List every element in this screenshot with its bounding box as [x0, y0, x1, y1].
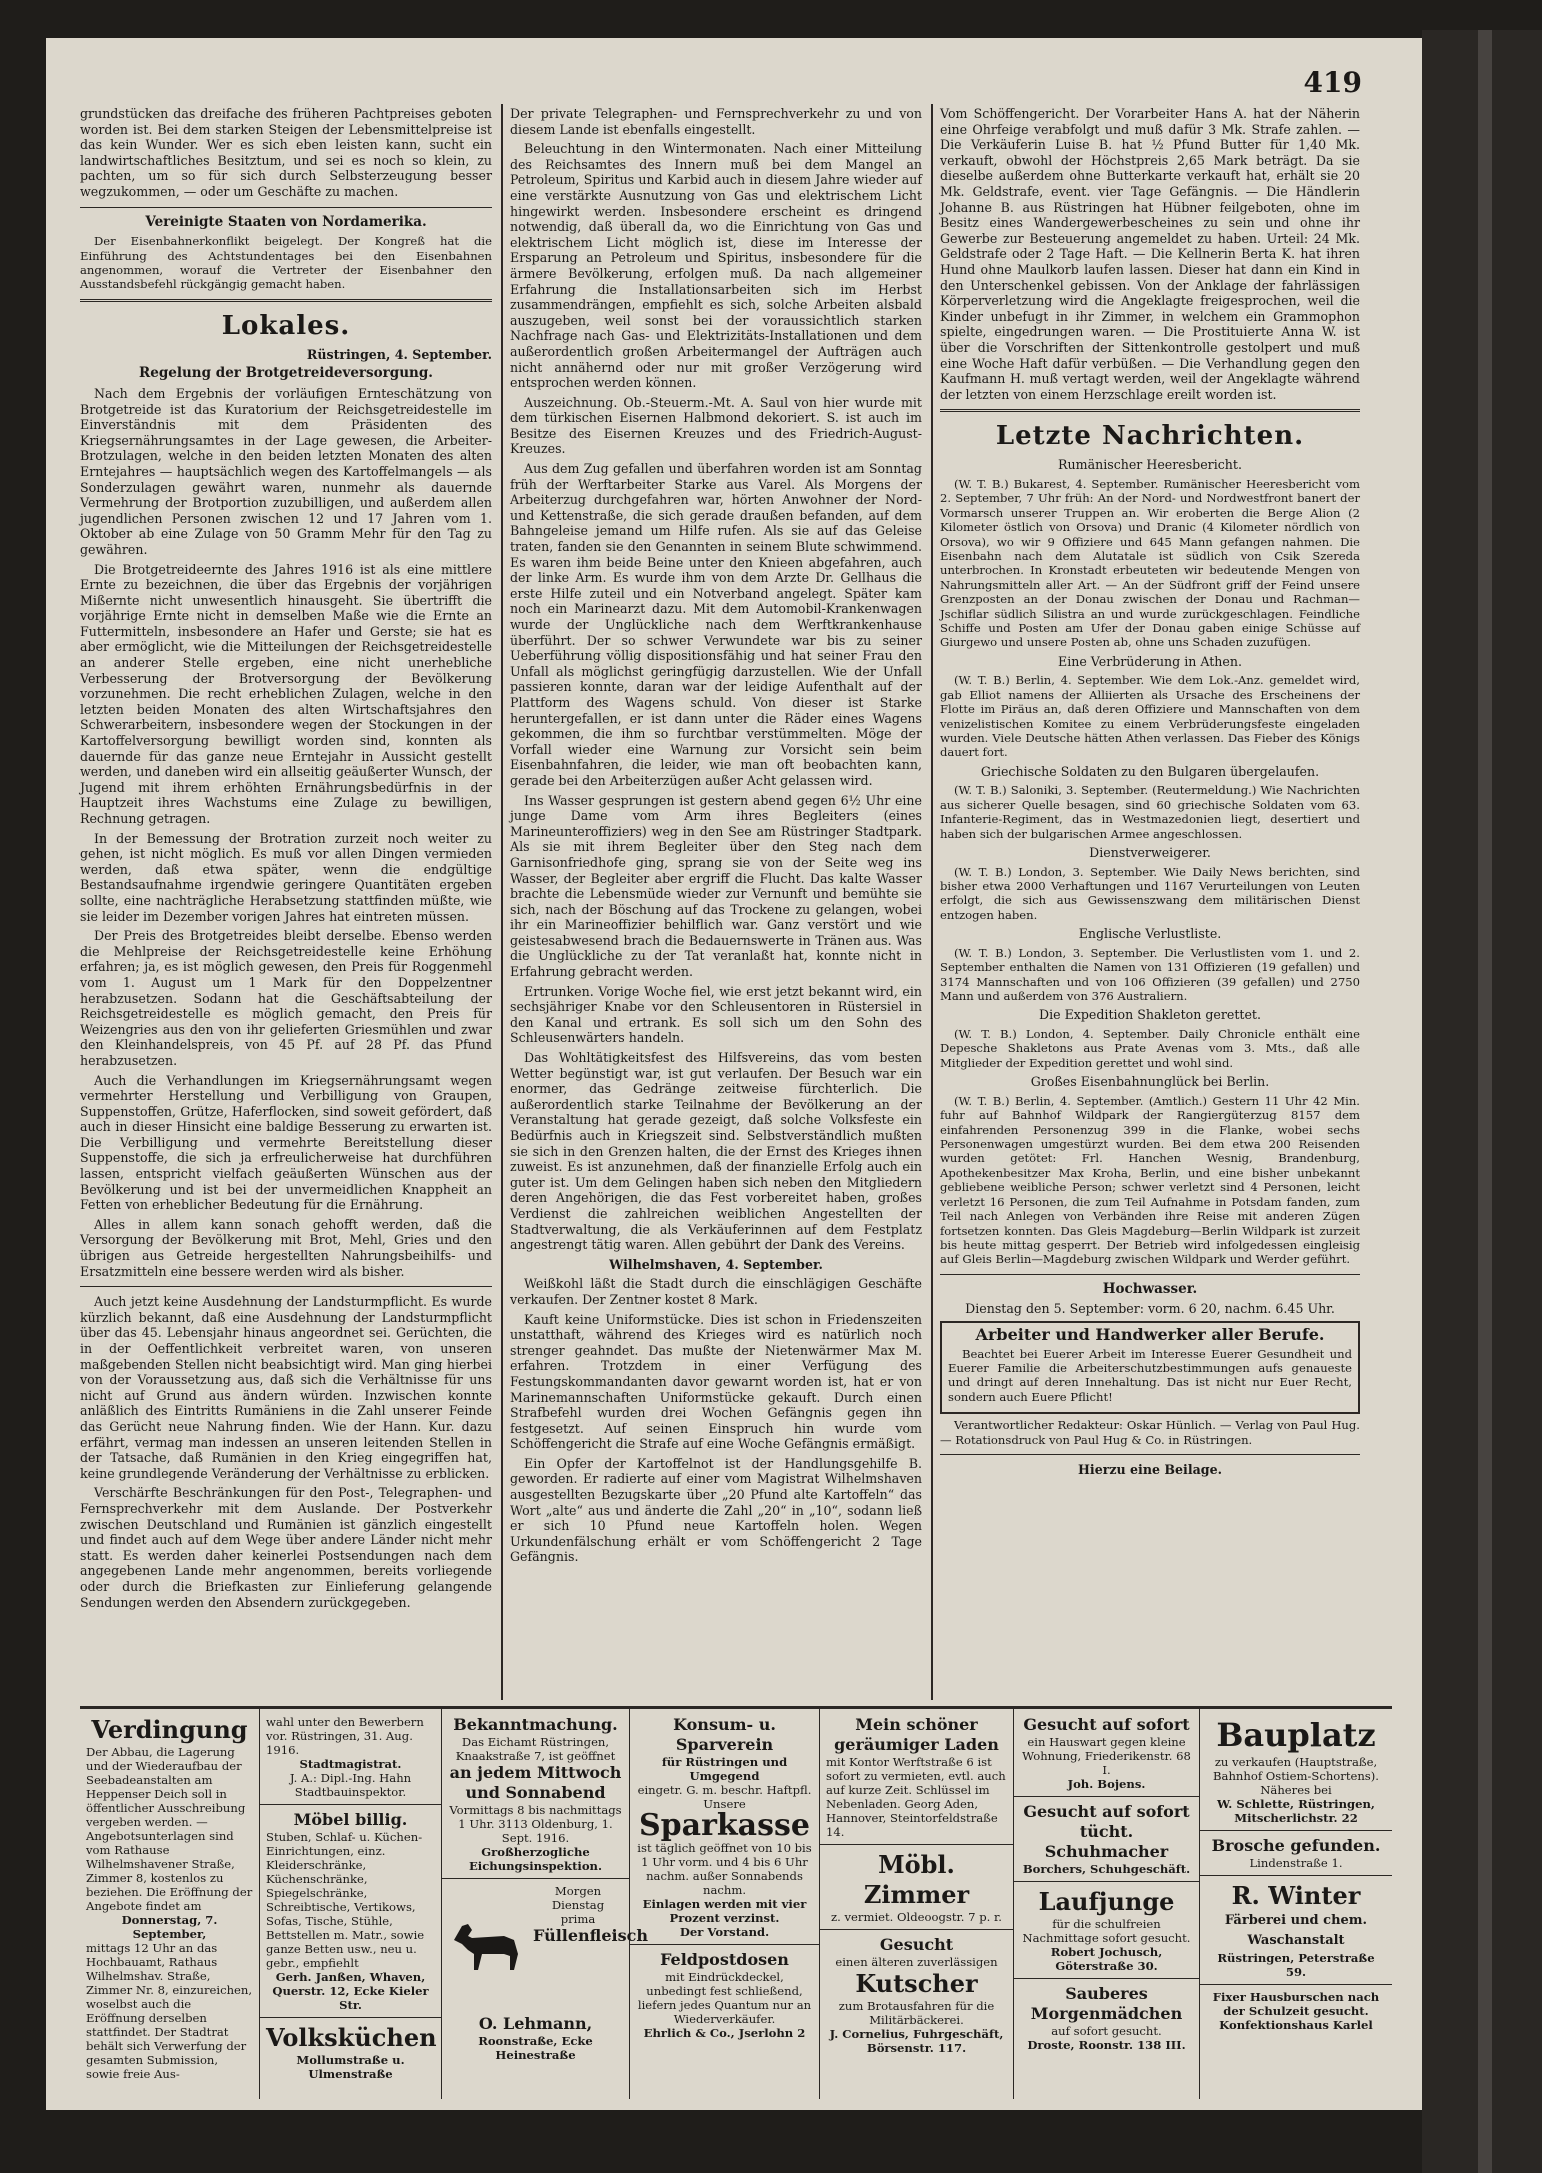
ad-text: Roonstraße, Ecke Heinestraße — [478, 2034, 593, 2062]
ad-title: Verdingung — [91, 1715, 248, 1744]
ad-signature: Stadtmagistrat. — [299, 1757, 402, 1771]
tide-times: Dienstag den 5. September: vorm. 6 20, nachm. 6.45 Uhr. — [965, 1301, 1335, 1317]
newspaper-page — [46, 38, 1422, 2110]
ad-signature: Konfektionshaus Karlel — [1219, 2018, 1373, 2032]
ad-text: prima — [560, 1912, 596, 1926]
page-edge-shadow — [1478, 30, 1492, 2173]
column-rule — [931, 104, 933, 1700]
ad-title: Möbel billig. — [293, 1810, 408, 1829]
ad-signature: O. Lehmann, — [478, 2014, 593, 2033]
news-text: (W. T. B.) Saloniki, 3. September. (Reutermeldung.) Wie Nachrichten aus sicherer Quelle besagen, sind 60 griechische Soldaten vom 63. Infanterie-Regiment, das in Westmazedonien liegt, desertiert und haben sich der bulgarischen Armee angeschlossen. — [940, 783, 1360, 841]
notice-heading: Arbeiter und Handwerker aller Berufe. — [975, 1324, 1325, 1344]
ad-title: Sparkasse — [639, 1808, 810, 1843]
ad-signature: Robert Jochusch, Göterstraße 30. — [1050, 1945, 1163, 1973]
ad-signature: J. A.: Dipl.-Ing. Hahn Stadtbauinspektor. — [289, 1771, 412, 1799]
article-text: Verschärfte Beschränkungen für den Post-, Telegraphen- und Fernsprechverkehr mit dem Auslande. Der Postverkehr zwischen Deutschland und Rumänien ist gänzlich eingestellt und findet auch auf dem Wege über andere Länder nicht mehr statt. Es werden daher keinerlei Postsendungen nach dem angegebenen Lande mehr angenommen, bereits vorliegende oder durch die Briefkasten zur Einlieferung gelangende Sendungen werden den Absendern zurückgegeben. — [80, 1485, 492, 1610]
article-text: Der Eisenbahnerkonflikt beigelegt. Der Kongreß hat die Einführung des Achtstundentages bei den Eisenbahnen angenommen, worauf die Vertreter der Eisenbahner den Ausstandsbefehl rückgängig gemacht haben. — [80, 234, 492, 292]
ad-gesuche — [1014, 1709, 1200, 2099]
article-text: Ein Opfer der Kartoffelnot ist der Handlungsgehilfe B. geworden. Er radierte auf einer vom Magistrat Wilhelmshaven ausgestellten Bezugskarte über „20 Pfund alte Kartoffeln“ das Wort „alte“ aus und änderte die Zahl „20“ in „10“, sodann ließ er sich 10 Pfund neue Kartoffeln holen. Wegen Urkundenfälschung erhält er vom Schöffengericht 2 Tage Gefängnis. — [510, 1455, 922, 1565]
ad-title: Bauplatz — [1216, 1716, 1376, 1754]
ad-laden — [820, 1709, 1014, 2099]
article-text: Kauft keine Uniformstücke. Dies ist schon in Friedenszeiten unstatthaft, während des Krieges wird es natürlich noch strenger geahndet. Das mußte der Nietenwärmer Max M. erfahren. Trotzdem in einer Verfügung des Festungskommandanten davor gewarnt worden ist, hat er von Marinemannschaften Uniformstücke gekauft. Durch einen Strafbefehl wurden drei Wochen Gefängnis gegen ihn festgesetzt. Auf seinen Einspruch hin wurde vom Schöffengericht die Strafe auf eine Woche Gefängnis ermäßigt. — [510, 1311, 922, 1452]
ad-text-bold: Einlagen werden mit vier Prozent verzinst. — [642, 1897, 807, 1925]
news-heading: Eine Verbrüderung in Athen. — [1058, 653, 1242, 669]
ad-verdingung — [80, 1709, 260, 2099]
news-text: (W. T. B.) Bukarest, 4. September. Rumänischer Heeresbericht vom 2. September, 7 Uhr früh: An der Nord- und Nordwestfront banert der Vormarsch unserer Truppen an. Wir eroberten die Berge Alion (2 Kilometer östlich von Orsova) und Dranic (4 Kilometer nördlich von Orsova), wo wir 9 Offiziere und 645 Mann gefangen nahmen. Die Eisenbahn nach dem Alutatale ist südlich von Csik Szereda unterbrochen. In Kronstadt erbeuteten wir bedeutende Mengen von Nahrungsmitteln aller Art. — An der Südfront griff der Feind unsere Grenzposten an der Donau zwischen der Donau und Rachman—Jschiflar südlich Silistra an und wurde zurückgeschlagen. Feindliche Schiffe und Posten am Ufer der Donau gaben einige Schüsse auf Giurgewo und unsere Posten ab, ohne uns Schaden zuzufügen. — [940, 476, 1360, 650]
ad-title: Möbl. Zimmer — [863, 1850, 970, 1909]
dateline: Wilhelmshaven, 4. September. — [609, 1256, 823, 1272]
ad-title: Gesucht auf sofort — [1023, 1715, 1190, 1734]
ad-text: zu verkaufen (Hauptstraße, Bahnhof Ostiem-Schortens). Näheres bei — [1213, 1755, 1379, 1797]
section-title: Lokales. — [221, 310, 351, 341]
ad-text: mittags 12 Uhr an das Hochbauamt, Rathaus Wilhelmshav. Straße, Zimmer Nr. 8, einzureichen, woselbst auch die Eröffnung derselben stattfindet. Der Stadtrat behält sich Verwerfung der gesamten Submission, sowie freie Aus- — [86, 1941, 253, 2081]
news-text: (W. T. B.) London, 3. September. Wie Daily News berichten, sind bisher etwa 2000 Verhaftungen und 1167 Verurteilungen von Leuten erfolgt, die sich aus Gewissenszwang dem militärischen Dienst entzogen haben. — [940, 864, 1360, 922]
article-text: grundstücken das dreifache des früheren Pachtpreises geboten worden ist. Bei dem starken Steigen der Lebensmittelpreise ist das kein Wunder. Wer es sich eben leisten kann, sucht ein landwirtschaftliches Besitztum, und sei es noch so klein, zu pachten, um so für sich durch Selbsterzeugung besser wegzukommen, — oder um Geschäfte zu machen. — [80, 106, 492, 199]
horse-icon — [448, 1910, 528, 1980]
ad-text: Färberei und chem. Waschanstalt — [1224, 1913, 1368, 1948]
ad-text: auf sofort gesucht. — [1051, 2024, 1162, 2038]
ad-title: Laufjunge — [1038, 1887, 1175, 1916]
ad-text: eingetr. G. m. beschr. Haftpfl. — [637, 1783, 812, 1797]
tide-heading: Hochwasser. — [1102, 1280, 1198, 1297]
article-text: Der private Telegraphen- und Fernsprechverkehr zu und von diesem Lande ist ebenfalls eingestellt. — [510, 106, 922, 137]
article-text: Der Preis des Brotgetreides bleibt derselbe. Ebenso werden die Mehlpreise der Reichsgetreidestelle keine Erhöhung erfahren; ja, es ist möglich gewesen, den Preis für Roggenmehl vom 1. August um 1 Mark für den Doppelzentner herabzusetzen. Sodann hat die Geschäftsabteilung der Reichsgetreidestelle es möglich gemacht, den Preis für Weizengries aus den von ihr gelieferten Griesmühlen und zwar den Kleinhandelspreis, von 45 Pf. auf 28 Pf. das Pfund herabzusetzen. — [80, 928, 492, 1068]
ad-title: Bekanntmachung. — [453, 1715, 618, 1734]
advertisements — [80, 1706, 1392, 2099]
ad-title: R. Winter — [1231, 1881, 1361, 1910]
section-heading: Vereinigte Staaten von Nordamerika. — [145, 213, 427, 230]
ad-text: ein Hauswart gegen kleine Wohnung, Friederikenstr. 68 I. — [1022, 1735, 1191, 1777]
column-1 — [80, 106, 492, 1614]
ad-signature: Großherzogliche Eichungsinspektion. — [468, 1845, 603, 1873]
news-heading: Großes Eisenbahnunglück bei Berlin. — [1030, 1074, 1270, 1090]
ad-text: für die schulfreien Nachmittage sofort gesucht. — [1022, 1917, 1191, 1945]
ad-bauplatz — [1200, 1709, 1392, 2099]
news-text: (W. T. B.) London, 3. September. Die Verlustlisten vom 1. und 2. September enthalten die Namen von 131 Offizieren (19 gefallen) und 3174 Mannschaften und von 106 Offizieren (39 gefallen) und 2750 Mann und außerdem von 376 Australiern. — [940, 945, 1360, 1004]
ad-signature: Joh. Bojens. — [1067, 1777, 1146, 1791]
ad-title: Volksküchen — [266, 2023, 437, 2052]
ad-text: Fixer Hausburschen nach der Schulzeit gesucht. — [1212, 1990, 1380, 2018]
dateline: Rüstringen, 4. September. — [306, 346, 492, 362]
ad-title: Feldpostdosen — [660, 1950, 789, 1969]
ad-signature: W. Schlette, Rüstringen, Mitscherlichstr. 22 — [1217, 1797, 1375, 1825]
ad-text: Der Abbau, die Lagerung und der Wiederaufbau der Seebadeanstalten am Heppenser Deich soll in öffentlicher Ausschreibung vergeben werden. — Angebotsunterlagen sind vom Rathause Wilhelmshavener Straße, Zimmer 8, kostenlos zu beziehen. Die Eröffnung der Angebote findet am — [86, 1745, 253, 1913]
article-text: Die Brotgetreideernte des Jahres 1916 ist als eine mittlere Ernte zu bezeichnen, die über das Ergebnis der vorjährigen Mißernte nicht unwesentlich hinausgeht. Sie übertrifft die vorjährige Ernte nicht in demselben Maße wie die Ernte an Futtermitteln, insbesondere an Hafer und Gerste; sie hat es aber ermöglicht, wie die Mitteilungen der Reichsgetreidestelle an anderer Stelle ergeben, eine nicht unerhebliche Verbesserung der Brotversorgung der Bevölkerung vorzunehmen. Die recht erheblichen Zulagen, welche in den letzten beiden Monaten des alten Wirtschaftsjahres den Schwerarbeitern, insbesondere wegen der Stockungen in der Kartoffelversorgung bewilligt worden sind, konnten als dauernde für das ganze neue Erntejahr in Aussicht gestellt werden, und daneben wird ein allseitig geäußerter Wunsch, der Jugend mit ihrem erhöhten Ernährungsbedürfnis in der Hauptzeit ihres Wachstums eine Zulage zu bewilligen, Rechnung getragen. — [80, 561, 492, 826]
article-text: Ertrunken. Vorige Woche fiel, wie erst jetzt bekannt wird, ein sechsjähriger Knabe vor den Schleusentoren in Rüstersiel in den Kanal und ertrank. Es soll sich um den Sohn des Schleusenwärters handeln. — [510, 983, 922, 1046]
ad-text: für Rüstringen und Umgegend — [661, 1755, 788, 1783]
ad-title: Sauberes Morgenmädchen — [1030, 1984, 1183, 2023]
ad-text: Vormittags 8 bis nachmittags 1 Uhr. 3113 Oldenburg, 1. Sept. 1916. — [449, 1803, 622, 1845]
article-text: Vom Schöffengericht. Der Vorarbeiter Hans A. hat der Näherin eine Ohrfeige verabfolgt und muß dafür 3 Mk. Strafe zahlen. — Die Verkäuferin Luise B. hat ½ Pfund Butter für 1,40 Mk. verkauft, obwohl der Höchstpreis 2,65 Mark beträgt. Da sie dieselbe außerdem ohne Butterkarte verkauft hat, erhält sie 20 Mk. Geldstrafe, event. vier Tage Gefängnis. — Die Händlerin Johanne B. aus Rüstringen hat Hübner feilgeboten, ohne im Besitz eines Wandergewerbescheines zu sein und ohne ihr Gewerbe zur Besteuerung angemeldet zu haben. Urteil: 24 Mk. Geldstrafe oder 2 Tage Haft. — Die Kellnerin Berta K. hat ihren Hund ohne Maulkorb laufen lassen. Dieser hat dann ein Kind in den Unterschenkel gebissen. Von der Anklage der fahrlässigen Körperverletzung wird die Angeklagte freigesprochen, weil die Kinder unbefugt in ihr Zimmer, in welchem ein Grammophon spielte, eingedrungen waren. — Die Prostituierte Anna W. ist über die Vorschriften der Sittenkontrolle gestolpert und muß eine Woche Haft dafür verbüßen. — Die Verhandlung gegen den Kaufmann H. muß vertagt werden, weil der Angeklagte während der letzten von einem Herzschlage ereilt worden ist. — [940, 106, 1360, 402]
article-text: Alles in allem kann sonach gehofft werden, daß die Versorgung der Bevölkerung mit Brot, Mehl, Gries und den übrigen aus Getreide hergestellten Nahrungsbeihilfs- und Ersatzmitteln eine bessere werden wird als bisher. — [80, 1216, 492, 1279]
article-text: Auch die Verhandlungen im Kriegsernährungsamt wegen vermehrter Herstellung und Verbilligung von Graupen, Suppenstoffen, Grütze, Haferflocken, sind soweit gefördert, daß auch in dieser Hinsicht eine baldige Besserung zu erwarten ist. Die Verbilligung und vermehrte Bereitstellung dieser Suppenstoffe, die sich ja erfreulicherweise hat durchführen lassen, entspricht vielfach geäußerten Wünschen aus der Bevölkerung und ist bei der unvermeidlichen Knappheit an Fetten von erheblicher Bedeutung für die Ernährung. — [80, 1072, 492, 1213]
ad-eichamt — [442, 1709, 648, 2099]
ad-text: mit Kontor Werftstraße 6 ist sofort zu vermieten, evtl. auch auf kurze Zeit. Schlüssel im Nebenladen. Georg Aden, Hannover, Steintorfeldstraße 14. — [826, 1755, 1006, 1839]
ad-text: Das Eichamt Rüstringen, Knaakstraße 7, ist geöffnet — [455, 1735, 616, 1763]
ad-text: Unsere — [703, 1797, 746, 1811]
ad-signature: Der Vorstand. — [679, 1925, 770, 1939]
news-text: (W. T. B.) Berlin, 4. September. Wie dem Lok.-Anz. gemeldet wird, gab Elliot namens der Alliierten als Ursache des Erscheinens der Flotte im Piräus an, daß deren Offiziere und Mannschaften von dem venizelistischen Komitee zu einem Verbrüderungsfeste eingeladen wurden. Viele Deutsche hätten Athen verlassen. Das Fieber des Königs dauert fort. — [940, 673, 1360, 760]
ad-signature: J. Cornelius, Fuhrgeschäft, Börsenstr. 117. — [829, 2027, 1004, 2055]
ad-text: Lindenstraße 1. — [1249, 1856, 1343, 1870]
ad-text: z. vermiet. Oldeoogstr. 7 p. r. — [831, 1910, 1002, 1924]
ad-text: Mollumstraße u. Ulmenstraße — [296, 2053, 405, 2081]
article-text: Nach dem Ergebnis der vorläufigen Ernteschätzung von Brotgetreide ist das Kuratorium der Reichsgetreidestelle im Einverständnis mit dem Präsidenten des Kriegsernährungsamtes in der Lage gewesen, die Arbeiter-Brotzulagen, welche in den beiden letzten Monaten des alten Erntejahres — hauptsächlich wegen des Kartoffelmangels — als Sonderzulagen gewährt waren, nunmehr als dauernde Vermehrung der Brotportion zuzubilligen, und außerdem allen jugendlichen Personen zwischen 12 und 17 Jahren vom 1. Oktober ab eine Zulage von 50 Gramm Mehr für den Tag zu gewähren. — [80, 385, 492, 557]
ad-title: Gesucht — [879, 1935, 954, 1954]
ad-text: Morgen Dienstag — [551, 1884, 605, 1912]
news-heading: Griechische Soldaten zu den Bulgaren übergelaufen. — [980, 763, 1320, 779]
column-2 — [510, 106, 922, 1569]
ad-stadtmagistrat — [260, 1709, 442, 2099]
news-heading: Rumänischer Heeresbericht. — [1058, 457, 1242, 473]
article-text: Ins Wasser gesprungen ist gestern abend gegen 6½ Uhr eine junge Dame vom Arm ihres Begleiters (eines Marineunteroffiziers) weg in den See am Rüstringer Stadtpark. Als sie mit ihrem Begleiter über den Steg nach dem Garnisonfriedhofe ging, sprang sie von der Seite weg ins Wasser, der Begleiter aber ergriff die Flucht. Das kalte Wasser brachte die Lebensmüde wieder zur Vernunft und bemühte sie sich, nach der Böschung auf das Trockene zu gelangen, wobei ihr ein Marineoffizier behilflich war. Ganz verstört und wie geistesabwesend brach die Bedauernswerte in Tränen aus. Was die Unglückliche zu der Tat veranlaßt hat, konnte nicht in Erfahrung gebracht werden. — [510, 792, 922, 980]
article-text: Auszeichnung. Ob.-Steuerm.-Mt. A. Saul von hier wurde mit dem türkischen Eisernen Halbmond dekoriert. S. ist auch im Besitze des Eisernen Kreuzes und des Friedrich-August-Kreuzes. — [510, 394, 922, 457]
news-heading: Englische Verlustliste. — [1078, 926, 1222, 942]
supplement-note: Hierzu eine Beilage. — [1078, 1461, 1222, 1477]
ad-signature: Borchers, Schuhgeschäft. — [1022, 1862, 1191, 1876]
news-text: (W. T. B.) London, 4. September. Daily Chronicle enthält eine Depesche Shakletons aus Prate Avenas vom 3. Mts., daß alle Mitglieder der Expedition gerettet und wohl sind. — [940, 1027, 1360, 1070]
article-text: Auch jetzt keine Ausdehnung der Landsturmpflicht. Es wurde kürzlich bekannt, daß eine Ausdehnung der Landsturmpflicht über das 45. Lebensjahr hinaus angeordnet sei. Gerüchten, die in der Oeffentlichkeit verbreitet waren, von unseren maßgebenden Stellen nicht beabsichtigt wird. Man ging hierbei von der Voraussetzung aus, daß sich die Verhältnisse für uns nicht auf Grund aus ändern würden. Inzwischen konnte anläßlich des Eintritts Rumäniens in die Zahl unserer Feinde das Gerücht neue Nahrung finden. Wie der Hann. Kur. dazu erfährt, vermag man indessen an unseren leitenden Stellen in der Tatsache, daß Rumänien in den Krieg eingegriffen hat, keine grundlegende Veränderung der Verhältnisse zu erblicken. — [80, 1294, 492, 1481]
ad-sparkasse — [630, 1709, 820, 2099]
ad-title: Brosche gefunden. — [1211, 1836, 1381, 1855]
ad-signature: Ehrlich & Co., Jserlohn 2 — [643, 2026, 806, 2040]
article-text: Das Wohltätigkeitsfest des Hilfsvereins, das vom besten Wetter begünstigt war, ist gut verlaufen. Der Besuch war ein enormer, das Gedränge zeitweise fürchterlich. Die außerordentlich starke Teilnahme der Bevölkerung an der Veranstaltung hat gerade gezeigt, daß solche Volksfeste ein Bedürfnis auch in Kriegszeit sind. Selbstverständlich mußten sie sich in den Grenzen halten, die der Ernst des Krieges ihnen zuweist. Es ist anzunehmen, daß der finanzielle Erfolg auch ein guter ist. Um dem Gelingen haben sich neben den Mitgliedern deren Angehörigen, die das Fest vorbereitet haben, großes Verdienst die zahlreichen weiblichen Angestellten der Stadtverwaltung, die als Verkäuferinnen auf dem Festplatz angestrengt tätig waren. Allen gebührt der Dank des Vereins. — [510, 1050, 922, 1253]
ad-text-bold: an jedem Mittwoch und Sonnabend — [449, 1763, 622, 1802]
column-rule — [501, 104, 503, 1700]
article-text: In der Bemessung der Brotration zurzeit noch weiter zu gehen, ist nicht möglich. Es muß vor allen Dingen vermieden werden, daß etwa später, wenn die endgültige Bestandsaufnahme irgendwie geringere Quantitäten ergeben sollte, eine nachträgliche Herabsetzung stattfinden müßte, wie sie leider im Dezember vorigen Jahres hat eintreten müssen. — [80, 830, 492, 924]
ad-title: Füllenfleisch — [533, 1926, 648, 1945]
ad-date: Donnerstag, 7. September, — [121, 1913, 218, 1941]
section-title: Letzte Nachrichten. — [995, 421, 1305, 452]
ad-text: Stuben, Schlaf- u. Küchen-Einrichtungen, einz. Kleiderschränke, Küchenschränke, Spiegelschränke, Schreibtische, Vertikows, Sofas, Tische, Stühle, Bettstellen m. Matr., sowie ganze Betten usw., neu u. gebr., empfiehlt — [266, 1830, 425, 1970]
ad-signature: Droste, Roonstr. 138 III. — [1027, 2038, 1186, 2052]
article-text: Aus dem Zug gefallen und überfahren worden ist am Sonntag früh der Werftarbeiter Starke aus Varel. Als Morgens der Arbeiterzug durchgefahren war, hörten Anwohner der Nord- und Kettenstraße, die sich gerade draußen befanden, auf dem Bahngeleise jemand um Hilfe rufen. Als sie auf das Geleise traten, fanden sie den Genannten in seinem Blute schwimmend. Es waren ihm beide Beine unter den Knieen abgefahren, auch der linke Arm. Es wurde ihm von dem Arzte Dr. Gellhaus die erste Hilfe zuteil und ein Notverband angelegt. Später kam noch ein Marinearzt dazu. Mit dem Automobil-Krankenwagen wurde der Unglückliche nach dem Werftkrankenhause überführt. Der so schwer Verwundete war bis zu seiner Ueberführung völlig dispositionsfähig und hat seiner Frau den Unfall als möglichst geringfügig darzustellen. Wie der Unfall passieren konnte, daran war der leidige Aufenthalt auf der Plattform des Wagens schuld. Von dieser ist Starke heruntergefallen, er ist dann unter die Räder eines Wagens gekommen, die ihm so furchtbar verstümmelten. Möge der Vorfall wieder eine Warnung zur Vorsicht sein beim Eisenbahnfahren, die leider, wie man oft beobachten kann, gerade bei den Arbeiterzügen außer Acht gelassen wird. — [510, 461, 922, 788]
ad-signature: Gerh. Janßen, Whaven, Querstr. 12, Ecke Kieler Str. — [272, 1970, 429, 2012]
ad-title: Konsum- u. Sparverein — [673, 1715, 776, 1754]
notice-text: Beachtet bei Euerer Arbeit im Interesse Euerer Gesundheit und Euerer Familie die Arbeiterschutzbestimmungen aufs genaueste und dringt auf deren Innehaltung. Das ist nicht nur Euer Recht, sondern auch Euere Pflicht! — [948, 1346, 1352, 1404]
page-number: 419 — [1303, 66, 1362, 99]
ad-title: Mein schöner geräumiger Laden — [834, 1715, 999, 1754]
news-heading: Die Expedition Shakleton gerettet. — [1038, 1007, 1261, 1023]
ad-text: mit Eindrückdeckel, unbedingt fest schließend, liefern jedes Quantum nur an Wiederverkäufer. — [637, 1970, 812, 2026]
article-text: Beleuchtung in den Wintermonaten. Nach einer Mitteilung des Reichsamtes des Innern muß bei dem Mangel an Petroleum, Spiritus und Karbid auch in diesem Jahre wieder auf eine verstärkte Ausnutzung von Gas und elektrischem Licht hingewirkt werden. Insbesondere erscheint es dringend notwendig, daß überall da, wo die Einrichtung von Gas und elektrischem Licht möglich ist, diese im Interesse der Ersparung an Petroleum und Spiritus, insbesondere für die ärmere Bevölkerung, erfolgen muß. Da nach allgemeiner Erfahrung die Installationsarbeiten sich im Herbst zusammendrängen, empfiehlt es sich, solche Arbeiten alsbald auszugeben, weil sonst bei der voraussichtlich starken Nachfrage nach Gas- und Elektrizitäts-Installationen und dem außerordentlich großen Arbeitermangel der Aufträgen auch nicht annähernd oder nur mit großer Verzögerung wird entsprochen werden können. — [510, 141, 922, 391]
ad-text: zum Brotausfahren für die Militärbäckerei. — [838, 1999, 995, 2027]
news-heading: Dienstverweigerer. — [1089, 845, 1211, 860]
ad-text: ist täglich geöffnet von 10 bis 1 Uhr vorm. und 4 bis 6 Uhr nachm. außer Sonnabends nachm. — [637, 1841, 812, 1897]
ad-text: Rüstringen, Peterstraße 59. — [1217, 1951, 1375, 1979]
news-text: (W. T. B.) Berlin, 4. September. (Amtlich.) Gestern 11 Uhr 42 Min. fuhr auf Bahnhof Wildpark der Rangiergüterzug 8157 dem einfahrenden Personenzug 399 in die Flanke, wobei sechs Personenwagen umgestürzt wurden. Bei dem etwa 200 Reisenden wurden getötet: Frl. Hanchen Wesnig, Brandenburg, Apothekenbesitzer Max Kroha, Berlin, und eine bisher unbekannt gebliebene weibliche Person; schwer verletzt sind 4 Personen, leicht verletzt 16 Personen, die zum Teil Aufnahme in Potsdam fanden, zum Teil nach Anlegen von Verbänden ihre Reise mit anderen Zügen fortsetzen konnten. Das Gleis Magdeburg—Berlin Wildpark ist zurzeit bis heute mittag gesperrt. Der Betrieb wird infolgedessen eingleisig auf Gleis Berlin—Magdeburg zwischen Wildpark und Werder geführt. — [940, 1093, 1360, 1267]
ad-title: Kutscher — [855, 1969, 978, 1998]
article-text: Weißkohl läßt die Stadt durch die einschlägigen Geschäfte verkaufen. Der Zentner kostet 8 Mark. — [510, 1276, 922, 1307]
ad-text: wahl unter den Bewerbern vor. Rüstringen, 31. Aug. 1916. — [266, 1715, 424, 1757]
imprint: Verantwortlicher Redakteur: Oskar Hünlich. — Verlag von Paul Hug. — Rotationsdruck von Paul Hug & Co. in Rüstringen. — [940, 1418, 1360, 1447]
column-3 — [940, 106, 1360, 1482]
ad-text: einen älteren zuverlässigen — [835, 1955, 998, 1969]
article-heading: Regelung der Brotgetreideversorgung. — [139, 365, 433, 382]
ad-title: Gesucht auf sofort tücht. Schuhmacher — [1023, 1802, 1190, 1861]
